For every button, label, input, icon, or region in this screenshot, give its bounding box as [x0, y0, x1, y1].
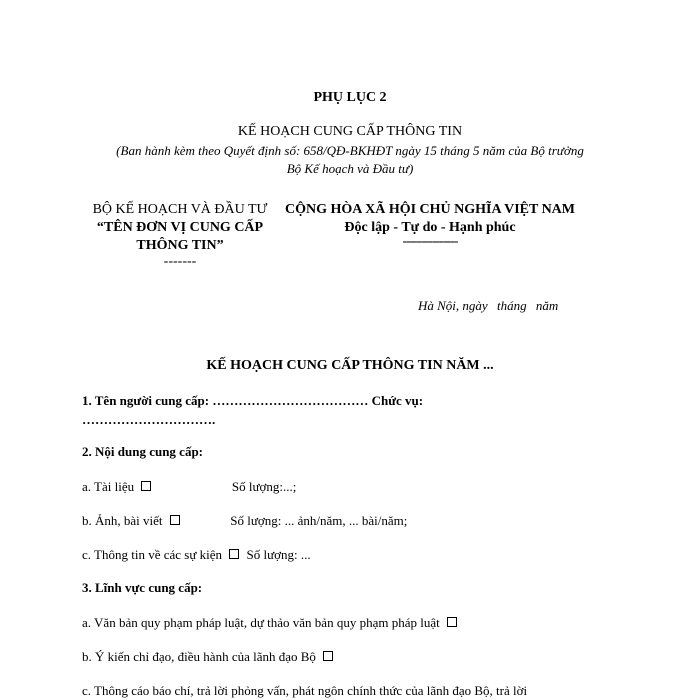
events-checkbox[interactable] — [229, 549, 239, 559]
leadership-direction-checkbox[interactable] — [323, 651, 333, 661]
field-item-legal-documents — [82, 615, 461, 631]
annual-plan-title: KẾ HOẠCH CUNG CẤP THÔNG TIN NĂM ... — [206, 358, 494, 373]
leadership-direction-label: b. Ý kiến chỉ đạo, điều hành của lãnh đạo Bộ — [82, 649, 316, 664]
place-date-line — [418, 298, 564, 314]
issuing-organization-block — [70, 201, 290, 271]
plan-title: KẾ HOẠCH CUNG CẤP THÔNG TIN — [237, 124, 463, 139]
month-label: tháng — [496, 298, 527, 313]
events-quantity: Số lượng: ... — [246, 547, 311, 562]
place-day: Hà Nội, ngày — [418, 298, 488, 313]
right-divider: --------------- — [402, 234, 458, 249]
republic-name: CỘNG HÒA XÃ HỘI CHỦ NGHĨA VIỆT NAM — [284, 202, 575, 217]
section-provider — [82, 393, 423, 409]
national-header-block — [260, 201, 600, 251]
documents-quantity: Số lượng:...; — [231, 479, 297, 494]
issued-authority-line: Bộ Kế hoạch và Đầu tư) — [286, 161, 414, 176]
section-field-heading: 3. Lĩnh vực cung cấp: — [82, 580, 203, 595]
ministry-name: BỘ KẾ HOẠCH VÀ ĐẦU TƯ — [92, 202, 268, 217]
field-item-leadership-direction — [82, 649, 337, 665]
legal-documents-label: a. Văn bản quy phạm pháp luật, dự thảo văn bản quy phạm pháp luật — [82, 615, 440, 630]
national-motto: Độc lập - Tự do - Hạnh phúc — [344, 220, 516, 235]
section-content-heading: 2. Nội dung cung cấp: — [82, 444, 203, 459]
field-item-press-release — [82, 683, 527, 699]
left-divider: ------- — [163, 254, 197, 269]
position-label: Chức vụ: — [371, 393, 424, 408]
photos-articles-checkbox[interactable] — [170, 515, 180, 525]
content-item-documents — [82, 479, 296, 495]
events-label: c. Thông tin về các sự kiện — [82, 547, 223, 562]
documents-checkbox[interactable] — [141, 481, 151, 491]
press-release-label: c. Thông cáo báo chí, trả lời phỏng vấn, phát ngôn chính thức của lãnh đạo Bộ, trả lời — [82, 683, 528, 698]
photos-articles-label: b. Ảnh, bài viết — [82, 513, 163, 528]
unit-name: “TÊN ĐƠN VỊ CUNG CẤP THÔNG TIN” — [96, 220, 264, 253]
documents-label: a. Tài liệu — [82, 479, 135, 494]
provider-dots-line: …………………………. — [82, 412, 216, 427]
legal-documents-checkbox[interactable] — [447, 617, 457, 627]
provider-name-label: 1. Tên người cung cấp: ……………………………… — [82, 393, 369, 408]
issued-decision-line: (Ban hành kèm theo Quyết định số: 658/QĐ-BKHĐT ngày 15 tháng 5 năm của Bộ trưởng — [116, 143, 584, 158]
content-item-photos-articles — [82, 513, 407, 529]
year-label: năm — [535, 298, 559, 313]
appendix-title: PHỤ LỤC 2 — [313, 90, 387, 105]
photos-articles-quantity: Số lượng: ... ảnh/năm, ... bài/năm; — [230, 513, 408, 528]
content-item-events — [82, 547, 311, 563]
